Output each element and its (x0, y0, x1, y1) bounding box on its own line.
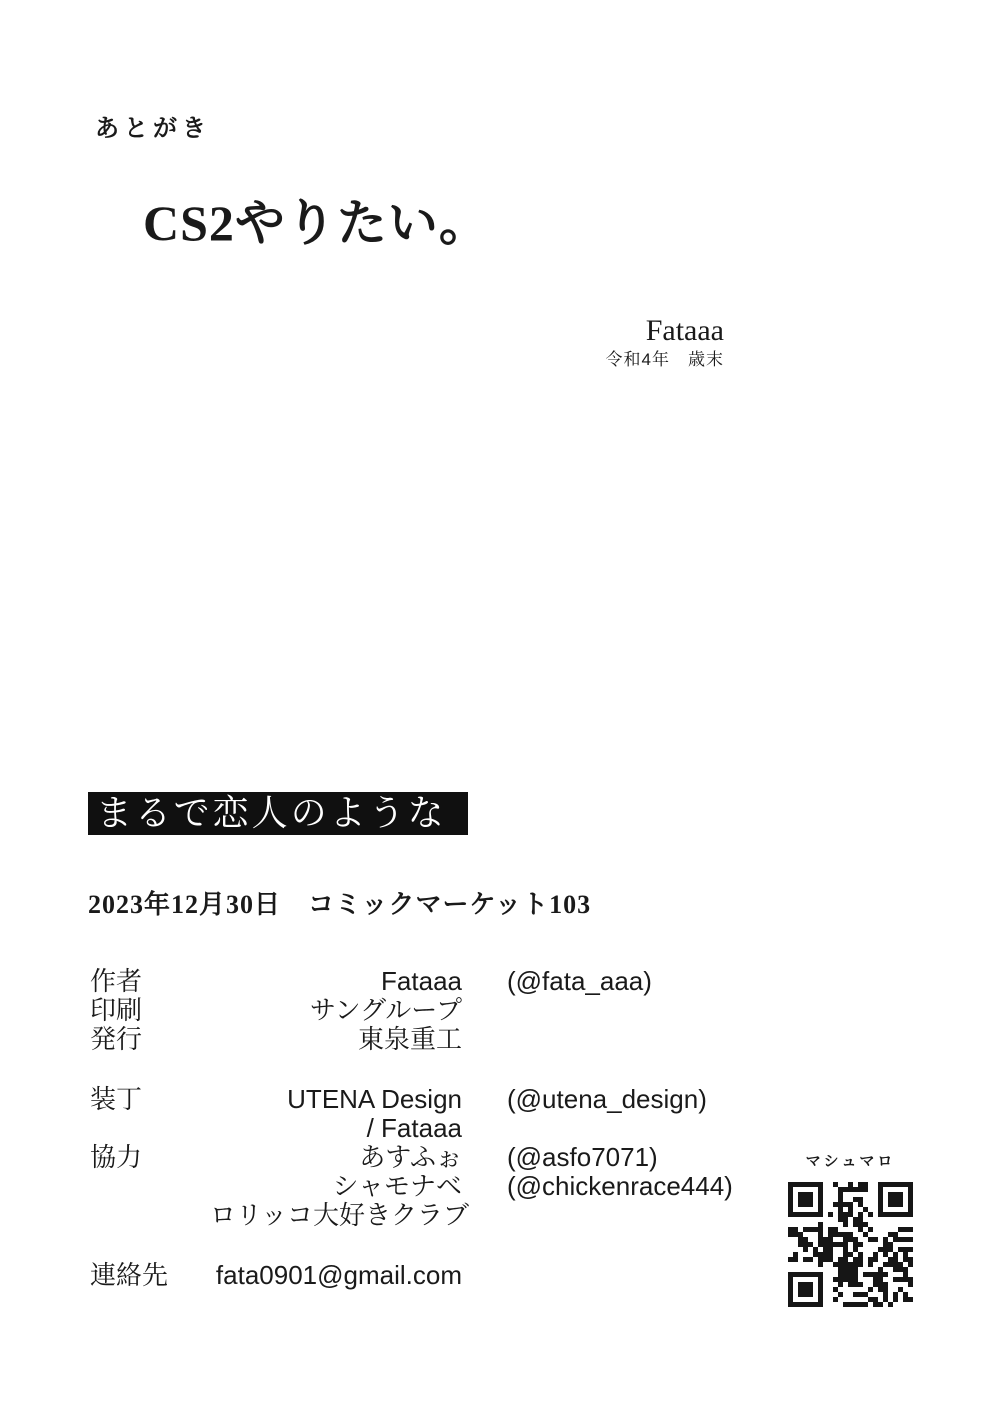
credit-row-publisher (90, 1025, 870, 1054)
credit-row-design-2 (90, 1114, 870, 1143)
credit-value: サングループ (309, 995, 462, 1025)
credit-label: 印刷 (90, 995, 143, 1025)
credit-handle: (@chickenrace444) (507, 1171, 733, 1201)
credit-value: シャモナベ (332, 1171, 462, 1201)
marshmallow-qr-block (788, 1150, 913, 1307)
credit-row-cooperation (90, 1143, 870, 1172)
credit-row-design (90, 1085, 870, 1114)
book-title-bar: まるで恋人のような (88, 792, 468, 835)
qr-label: マシュマロ (805, 1154, 896, 1170)
credit-value: UTENA Design (287, 1084, 462, 1114)
credit-value: ロリッコ大好きクラブ (210, 1200, 469, 1230)
credit-handle (507, 1025, 870, 1054)
credits-table (90, 967, 870, 1290)
credit-row-cooperation-2 (90, 1172, 870, 1201)
credit-label: 作者 (90, 966, 143, 996)
credit-value: / Fataaa (366, 1113, 462, 1143)
credit-value: Fataaa (381, 966, 462, 996)
credit-label: 協力 (90, 1142, 143, 1172)
credit-row-printing (90, 996, 870, 1025)
credit-handle (507, 996, 870, 1025)
signature-date: 令和4年 歳末 (605, 350, 724, 369)
signature-name: Fataaa (645, 314, 724, 347)
credit-row-author (90, 967, 870, 996)
credit-label: 装丁 (90, 1084, 143, 1114)
credit-value: 東泉重工 (357, 1024, 462, 1054)
credit-handle (507, 1114, 870, 1143)
credit-label (90, 1172, 210, 1201)
credit-value: fata0901@gmail.com (215, 1260, 462, 1290)
afterword-heading: あとがき (95, 116, 211, 142)
credit-label: 連絡先 (90, 1260, 169, 1290)
credit-label (90, 1114, 210, 1143)
author-signature (606, 314, 724, 370)
marshmallow-qr-code (788, 1182, 913, 1307)
credit-label: 発行 (90, 1024, 143, 1054)
credit-row-cooperation-3 (90, 1201, 870, 1230)
event-date-line: 2023年12月30日 コミックマーケット103 (88, 890, 592, 919)
credit-handle: (@utena_design) (507, 1084, 707, 1114)
credit-handle: (@fata_aaa) (507, 966, 652, 996)
afterword-message: CS2やりたい。 (143, 195, 490, 251)
credit-value: あすふぉ (359, 1142, 462, 1172)
credit-label (90, 1201, 210, 1230)
credit-row-contact (90, 1261, 870, 1290)
credit-handle: (@asfo7071) (507, 1142, 658, 1172)
